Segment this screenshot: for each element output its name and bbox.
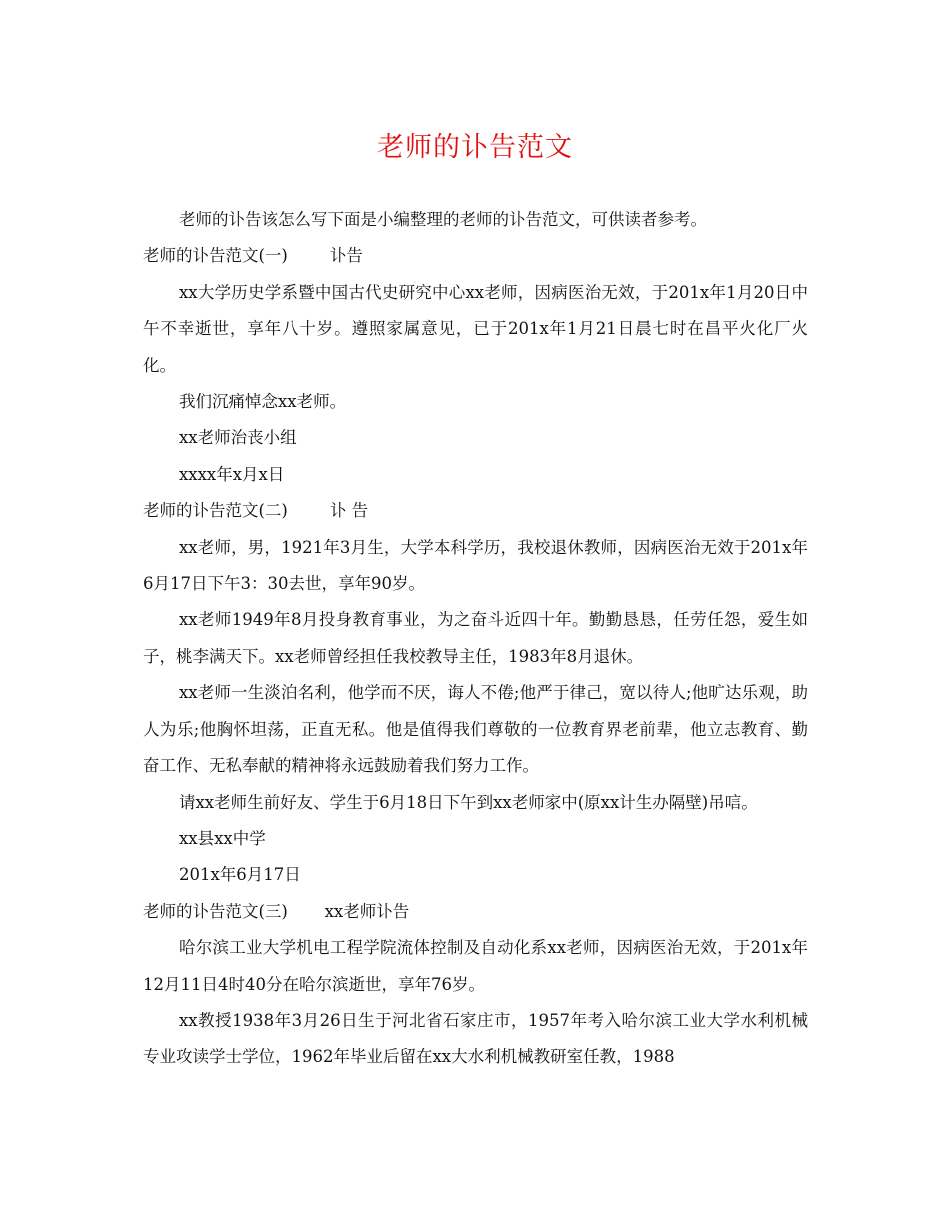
paragraph: 请xx老师生前好友、学生于6月18日下午到xx老师家中(原xx计生办隔壁)吊唁。 [179, 792, 758, 812]
signature-line: xx老师治丧小组 [179, 428, 297, 448]
paragraph: xx老师一生淡泊名利，他学而不厌，诲人不倦;他严于律己，宽以待人;他旷达乐观，助人为乐;他胸怀坦荡，正直无私。他是值得我们尊敬的一位教育界老前辈，他立志教育、勤奋工作、无私奉献的精神将永远鼓励着我们努力工作。 [143, 683, 808, 776]
paragraph: xx大学历史学系暨中国古代史研究中心xx老师，因病医治无效，于201x年1月20日中午不幸逝世，享年八十岁。遵照家属意见，已于201x年1月21日晨七时在昌平火化厂火化。 [143, 282, 808, 375]
signature-line: xx县xx中学 [179, 828, 266, 848]
paragraph: xx老师1949年8月投身教育事业，为之奋斗近四十年。勤勤恳恳，任劳任怨，爱生如子，桃李满天下。xx老师曾经担任我校教导主任，1983年8月退休。 [143, 610, 808, 666]
paragraph: xx教授1938年3月26日生于河北省石家庄市，1957年考入哈尔滨工业大学水利机械专业攻读学士学位，1962年毕业后留在xx大水利机械教研室任教，1988 [143, 1010, 808, 1067]
paragraph: 我们沉痛悼念xx老师。 [179, 392, 347, 412]
date-line: xxxx年x月x日 [179, 464, 285, 484]
date-line: 201x年6月17日 [179, 865, 301, 885]
section-heading-1: 老师的讣告范文(一) 讣告 [143, 246, 363, 266]
section-heading-2: 老师的讣告范文(二) 讣 告 [143, 501, 369, 521]
section-heading-3: 老师的讣告范文(三) xx老师讣告 [143, 901, 410, 921]
document-title: 老师的讣告范文 [377, 132, 573, 163]
paragraph: 哈尔滨工业大学机电工程学院流体控制及自动化系xx老师，因病医治无效，于201x年12月11日4时40分在哈尔滨逝世，享年76岁。 [143, 938, 808, 994]
document-body [143, 202, 808, 1076]
paragraph-intro: 老师的讣告该怎么写下面是小编整理的老师的讣告范文，可供读者参考。 [179, 210, 707, 229]
paragraph: xx老师，男，1921年3月生，大学本科学历，我校退休教师，因病医治无效于201x年6月17日下午3：30去世，享年90岁。 [143, 537, 808, 594]
